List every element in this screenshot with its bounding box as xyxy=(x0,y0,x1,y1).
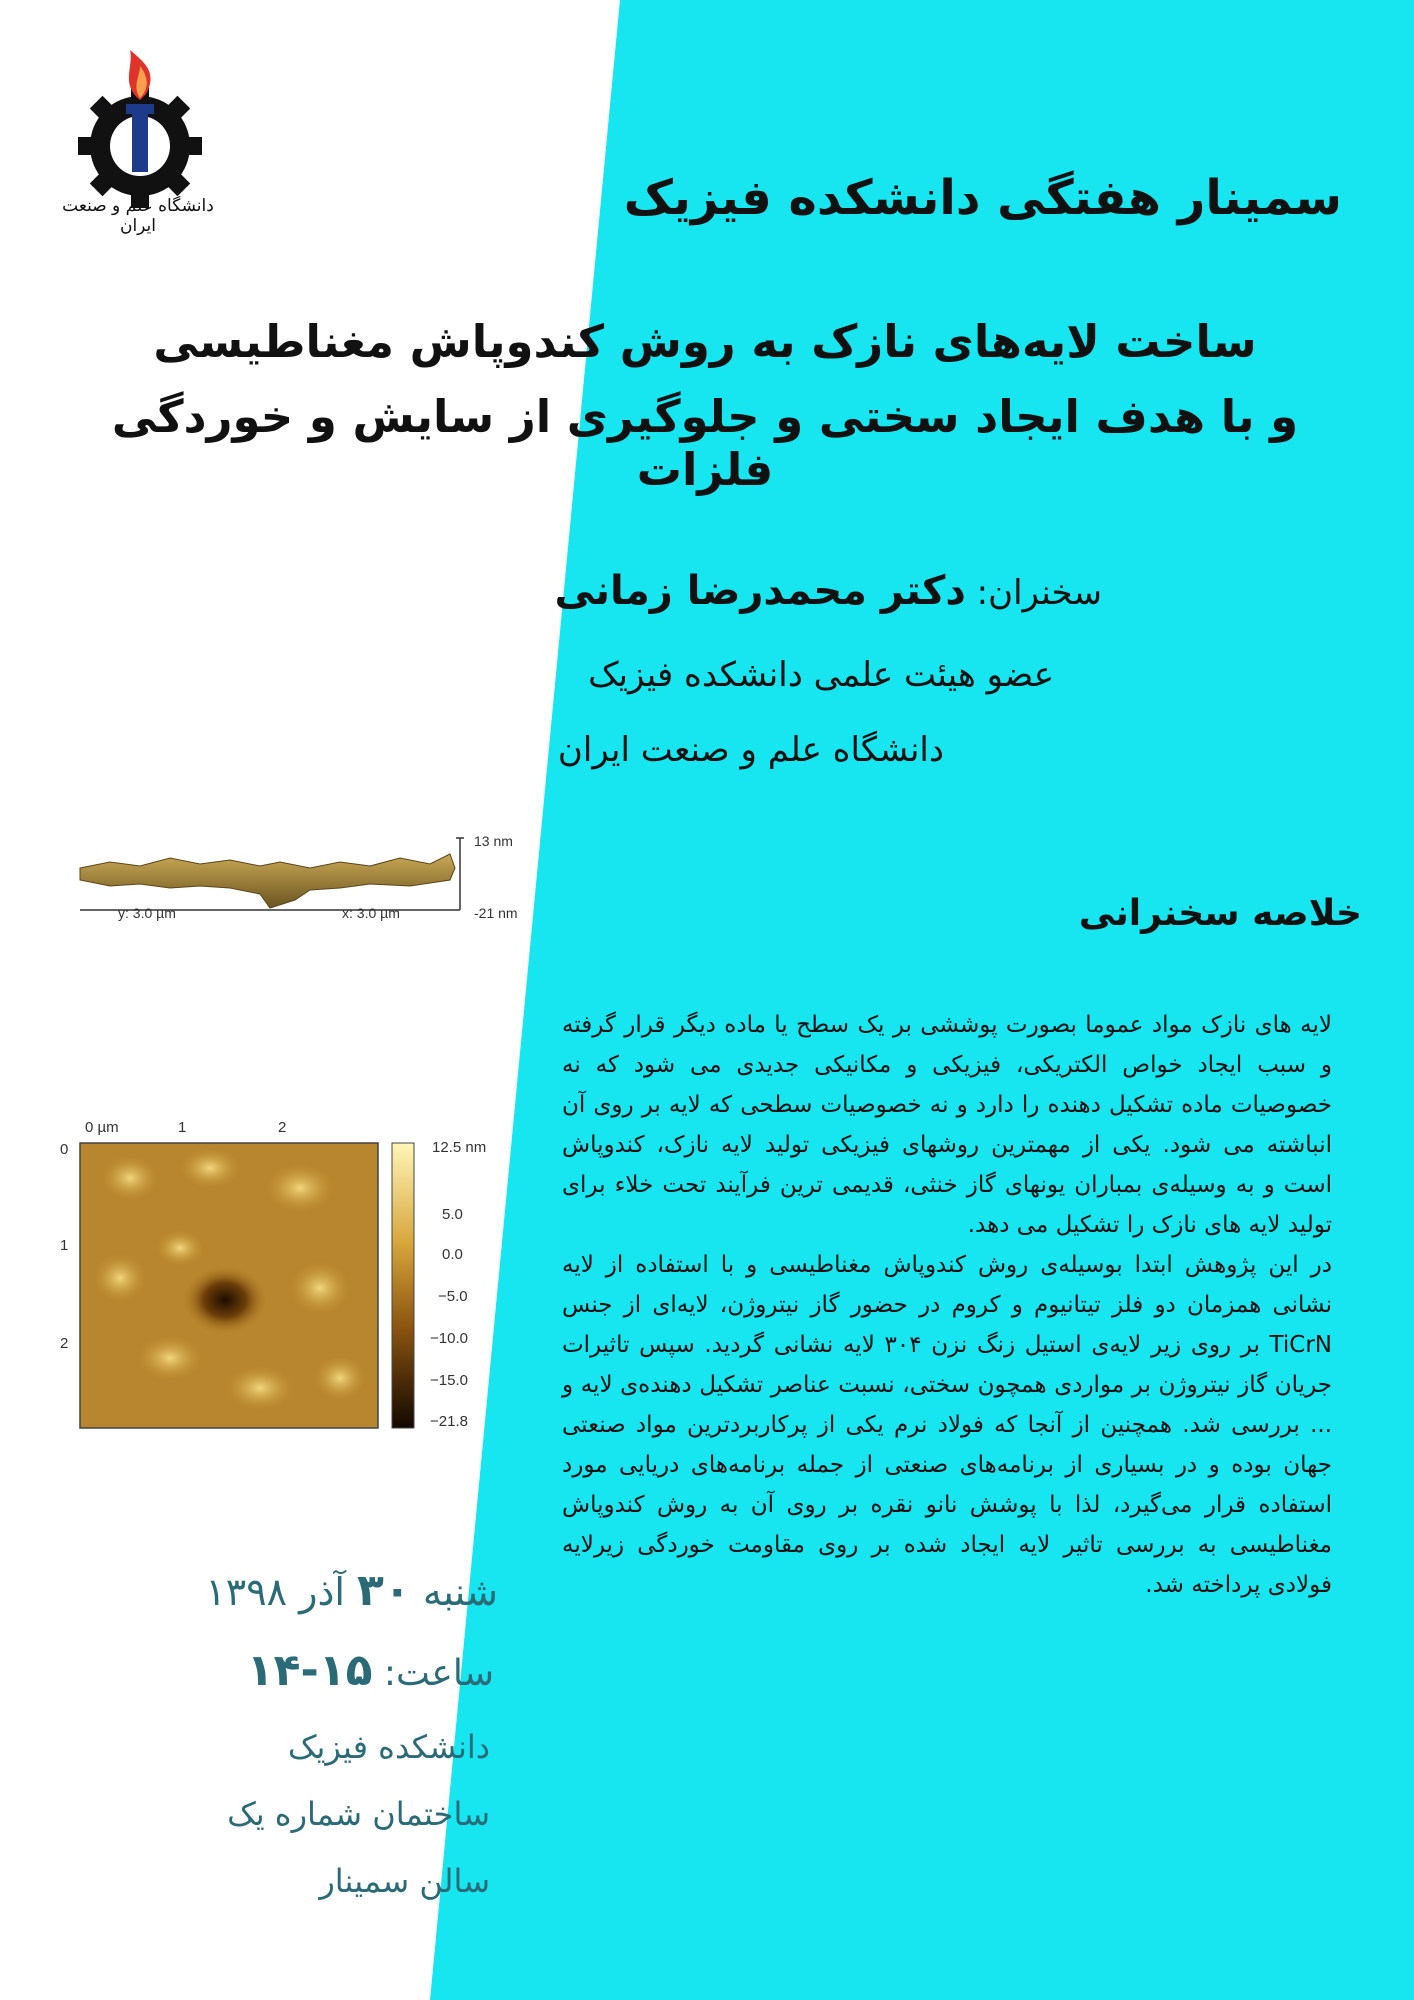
afm-3d-y-label: y: 3.0 µm xyxy=(118,905,176,921)
event-location-building: ساختمان شماره یک xyxy=(227,1795,490,1833)
event-day-name: شنبه xyxy=(422,1570,498,1614)
talk-title-line2: و با هدف ایجاد سختی و جلوگیری از سایش و خوردگی فلزات xyxy=(111,390,1299,496)
event-day-number: ۳۰ xyxy=(357,1565,411,1616)
speaker-name: دکتر محمدرضا زمانی xyxy=(554,568,966,614)
speaker-university: دانشگاه علم و صنعت ایران xyxy=(557,730,944,770)
afm-3d-z-min: -21 nm xyxy=(474,905,518,921)
afm-2d-top-tick-1: 1 xyxy=(178,1119,187,1136)
abstract-paragraph-1: لایه های نازک مواد عموما بصورت پوششی بر یک سطح یا ماده دیگر قرار گرفته و سبب ایجاد خواص الکتریکی، فیزیکی و مکانیکی جدیدی می شود که نه خصوصیات ماده تشکیل دهنده را دارد و نه خصوصیات سطحی که لایه بر روی آن انباشته می شود. یکی از مهمترین روشهای فیزیکی تولید لایه نازک، کندوپاش است و به وسیله‌ی بمباران یونهای گاز خنثی، قدیمی ترین فرآیند تحت خلاء برای تولید لایه های نازک را تشکیل می دهد. xyxy=(562,1012,1332,1239)
abstract-paragraph-2: در این پژوهش ابتدا بوسیله‌ی روش کندوپاش مغناطیسی و با استفاده از لایه نشانی همزمان دو فلز تیتانیوم و کروم در حضور گاز نیتروژن، لایه‌ای از جنس TiCrN بر روی زیر لایه‌ی استیل زنگ نزن ۳۰۴ لایه نشانی گردید. سپس تاثیرات جریان گاز نیتروژن بر مواردی همچون سختی، نسبت عناصر تشکیل دهنده‌ی لایه و ... بررسی شد. همچنین از آنجا که فولاد نرم یکی از پرکاربردترین مواد صنعتی جهان بوده و در بسیاری از برنامه‌های صنعتی از جمله برنامه‌های دریایی مورد استفاده قرار می‌گیرد، لذا با پوشش نانو نقره بر روی آن به روش کندوپاش مغناطیسی به بررسی تاثیر لایه ایجاد شده بر روی مقاومت خوردگی زیرلایه فولادی پرداخته شد. xyxy=(562,1252,1332,1599)
speaker-row xyxy=(554,568,1102,614)
afm-3d-image xyxy=(70,828,550,928)
afm-2d-scale-tick-2: 0.0 xyxy=(442,1246,463,1263)
afm-2d-scale-tick-5: −15.0 xyxy=(430,1372,468,1389)
logo-text: دانشگاه علم و صنعت ایران xyxy=(62,196,214,236)
afm-3d-x-label: x: 3.0 µm xyxy=(342,905,400,921)
event-time-value: ۱۵-۱۴ xyxy=(246,1645,373,1696)
event-time xyxy=(247,1645,494,1696)
afm-2d-left-tick-2: 2 xyxy=(60,1335,69,1352)
talk-title-line1: ساخت لایه‌های نازک به روش کندوپاش مغناطیسی xyxy=(153,315,1257,368)
afm-3d-z-max: 13 nm xyxy=(474,833,513,849)
seminar-title: سمینار هفتگی دانشکده فیزیک xyxy=(623,170,1342,226)
speaker-position: عضو هیئت علمی دانشکده فیزیک xyxy=(588,655,1054,695)
afm-2d-scale-tick-3: −5.0 xyxy=(438,1288,468,1305)
afm-2d-top-tick-0: 0 µm xyxy=(85,1119,119,1136)
afm-2d-top-tick-2: 2 xyxy=(278,1119,287,1136)
event-date xyxy=(205,1565,498,1616)
afm-2d-scale-tick-1: 5.0 xyxy=(442,1206,463,1223)
event-time-label: ساعت: xyxy=(383,1653,494,1694)
speaker-label: سخنران: xyxy=(976,573,1102,613)
afm-2d-left-tick-1: 1 xyxy=(60,1237,69,1254)
afm-2d-map xyxy=(60,1108,530,1438)
afm-2d-scale-tick-4: −10.0 xyxy=(430,1330,468,1347)
event-month-year: آذر ۱۳۹۸ xyxy=(205,1570,345,1614)
afm-2d-scale-tick-6: −21.8 xyxy=(430,1413,468,1430)
afm-2d-scale-tick-0: 12.5 nm xyxy=(432,1139,487,1156)
event-location-faculty: دانشکده فیزیک xyxy=(287,1728,490,1766)
afm-2d-left-tick-0: 0 xyxy=(60,1141,69,1158)
event-location-hall: سالن سمینار xyxy=(319,1862,490,1900)
abstract-body xyxy=(562,1005,1332,1605)
abstract-heading: خلاصه سخنرانی xyxy=(1078,893,1362,934)
